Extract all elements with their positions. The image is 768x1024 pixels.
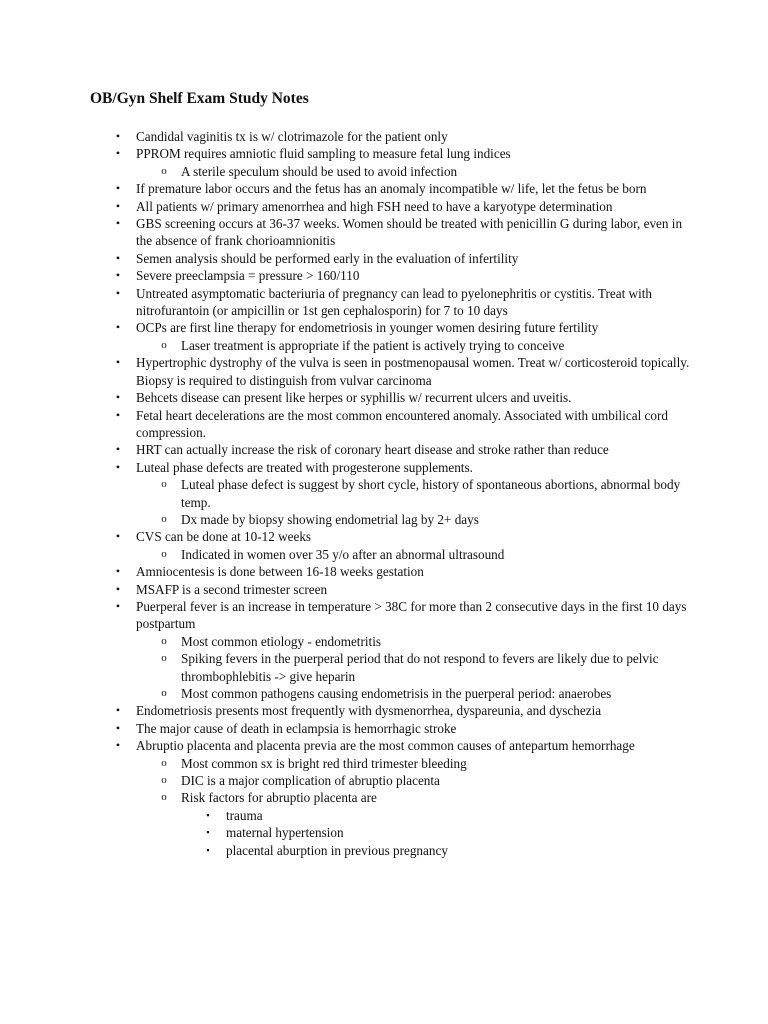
list-item <box>90 407 698 442</box>
bullet-marker-icon: ▪ <box>206 844 210 855</box>
list-item <box>90 598 698 633</box>
bullet-marker-icon: o <box>161 756 167 769</box>
list-item <box>90 511 698 528</box>
bullet-marker-icon: • <box>115 129 121 143</box>
bullet-marker-icon: • <box>115 442 121 457</box>
list-item-text: A sterile speculum should be used to avoid infection <box>181 163 458 179</box>
bullet-marker-icon: o <box>161 791 167 804</box>
list-item <box>90 772 698 789</box>
list-item-text: Candidal vaginitis tx is w/ clotrimazole for the patient only <box>136 129 448 144</box>
bullet-marker-icon: • <box>115 320 121 335</box>
list-item <box>90 476 698 511</box>
list-item-text: trauma <box>226 807 263 823</box>
list-item <box>90 755 698 772</box>
list-item-text: The major cause of death in eclampsia is hemorrhagic stroke <box>136 720 457 736</box>
list-item <box>90 528 698 545</box>
bullet-marker-icon: o <box>161 652 167 665</box>
list-item-text: PPROM requires amniotic fluid sampling to measure fetal lung indices <box>136 146 511 162</box>
bullet-marker-icon: • <box>115 407 121 422</box>
list-item <box>90 807 698 824</box>
bullet-marker-icon: • <box>115 250 121 265</box>
bullet-marker-icon: • <box>115 459 121 474</box>
list-item-text: Semen analysis should be performed early in the evaluation of infertility <box>136 250 519 266</box>
list-item-text: Severe preeclampsia = pressure > 160/110 <box>136 268 360 284</box>
list-item <box>90 267 698 284</box>
list-item <box>90 128 698 145</box>
list-item <box>90 319 698 336</box>
list-item <box>90 215 698 250</box>
bullet-marker-icon: ▪ <box>206 809 210 820</box>
list-item <box>90 163 698 180</box>
list-item <box>90 389 698 406</box>
bullet-marker-icon: • <box>115 703 121 718</box>
list-item <box>90 789 698 806</box>
list-item-text: Most common etiology - endometritis <box>181 633 381 649</box>
bullet-marker-icon: o <box>161 512 167 525</box>
bullet-marker-icon: • <box>115 390 121 405</box>
list-item-text: Laser treatment is appropriate if the patient is actively trying to conceive <box>181 337 565 353</box>
bullet-marker-icon: • <box>115 720 121 735</box>
list-item <box>90 581 698 598</box>
list-item <box>90 563 698 580</box>
bullet-marker-icon: • <box>115 285 121 300</box>
bullet-marker-icon: o <box>161 164 167 177</box>
bullet-marker-icon: • <box>115 738 121 753</box>
list-item <box>90 337 698 354</box>
notes-list <box>90 128 698 859</box>
list-item <box>90 824 698 841</box>
list-item <box>90 459 698 476</box>
list-item-text: All patients w/ primary amenorrhea and high FSH need to have a karyotype determination <box>136 198 613 214</box>
list-item <box>90 250 698 267</box>
bullet-marker-icon: o <box>161 687 167 699</box>
bullet-marker-icon: ▪ <box>206 827 210 838</box>
list-item-text: OCPs are first line therapy for endometriosis in younger women desiring future fertility <box>136 320 599 336</box>
list-item-text: Luteal phase defect is suggest by short cycle, history of spontaneous abortions, abnormal body temp. <box>181 477 681 510</box>
list-item-text: maternal hypertension <box>226 825 344 841</box>
list-item-text: DIC is a major complication of abruptio placenta <box>181 773 440 789</box>
list-item-text: Most common sx is bright red third trimester bleeding <box>181 755 467 771</box>
bullet-marker-icon: • <box>115 216 121 231</box>
list-item-text: MSAFP is a second trimester screen <box>136 581 328 597</box>
bullet-marker-icon: • <box>115 146 121 161</box>
list-item <box>90 180 698 197</box>
document-title: OB/Gyn Shelf Exam Study Notes <box>90 90 309 107</box>
list-item <box>90 633 698 650</box>
list-item-text: Luteal phase defects are treated with progesterone supplements. <box>136 459 473 475</box>
bullet-marker-icon: o <box>161 774 167 787</box>
bullet-marker-icon: • <box>115 181 121 196</box>
bullet-marker-icon: • <box>115 268 121 283</box>
list-item <box>90 650 698 685</box>
list-item-text: If premature labor occurs and the fetus has an anomaly incompatible w/ life, let the fetus be born <box>136 181 647 197</box>
list-item <box>90 354 698 389</box>
list-item-text: HRT can actually increase the risk of coronary heart disease and stroke rather than reduce <box>136 442 609 458</box>
list-item-text: Amniocentesis is done between 16-18 weeks gestation <box>136 564 424 580</box>
bullet-marker-icon: o <box>161 338 167 351</box>
list-item <box>90 842 698 859</box>
list-item <box>90 546 698 563</box>
bullet-marker-icon: • <box>115 598 121 613</box>
list-item-text: GBS screening occurs at 36-37 weeks. Women should be treated with penicillin G during labor, even in the absence of frank chorioamnionitis <box>136 216 683 249</box>
list-item-text: Indicated in women over 35 y/o after an abnormal ultrasound <box>181 546 505 562</box>
bullet-marker-icon: o <box>161 547 167 560</box>
bullet-marker-icon: o <box>161 634 167 647</box>
list-item <box>90 685 698 702</box>
list-item <box>90 720 698 737</box>
list-item-text: Endometriosis presents most frequently with dysmenorrhea, dyspareunia, and dyschezia <box>136 703 602 719</box>
bullet-marker-icon: • <box>115 564 121 579</box>
bullet-marker-icon: • <box>115 198 121 213</box>
list-item <box>90 285 698 320</box>
list-item-text: Fetal heart decelerations are the most common encountered anomaly. Associated with umbilical cord compression. <box>136 407 668 440</box>
list-item-text: CVS can be done at 10-12 weeks <box>136 529 312 545</box>
list-item-text: Puerperal fever is an increase in temperature > 38C for more than 2 consecutive days in the first 10 days postpartum <box>136 598 687 632</box>
list-item-text: Spiking fevers in the puerperal period that do not respond to fevers are likely due to pelvic thrombophlebitis -> give heparin <box>181 651 659 684</box>
list-item-text: Hypertrophic dystrophy of the vulva is seen in postmenopausal women. Treat w/ corticosteroid topically. Biopsy is required to distinguish from vulvar carcinoma <box>136 355 690 388</box>
list-item <box>90 145 698 162</box>
list-item <box>90 441 698 458</box>
bullet-marker-icon: • <box>115 355 121 370</box>
list-item <box>90 702 698 719</box>
list-item <box>90 737 698 754</box>
list-item-text: placental aburption in previous pregnancy <box>226 842 448 858</box>
bullet-marker-icon: o <box>161 478 167 491</box>
list-item-text: Dx made by biopsy showing endometrial lag by 2+ days <box>181 511 479 527</box>
list-item-text: Risk factors for abruptio placenta are <box>181 790 377 806</box>
list-item-text: Untreated asymptomatic bacteriuria of pregnancy can lead to pyelonephritis or cystitis. Treat with nitrofurantoin (or ampicillin or 1st gen cephalosporin) for 7 to 10 days <box>136 285 652 319</box>
list-item-text: Behcets disease can present like herpes or syphillis w/ recurrent ulcers and uveitis. <box>136 390 572 406</box>
list-item <box>90 198 698 215</box>
bullet-marker-icon: • <box>115 529 121 544</box>
list-item-text: Abruptio placenta and placenta previa are the most common causes of antepartum hemorrhage <box>136 738 635 754</box>
bullet-marker-icon: • <box>115 581 121 596</box>
list-item-text: Most common pathogens causing endometrisis in the puerperal period: anaerobes <box>181 686 612 701</box>
